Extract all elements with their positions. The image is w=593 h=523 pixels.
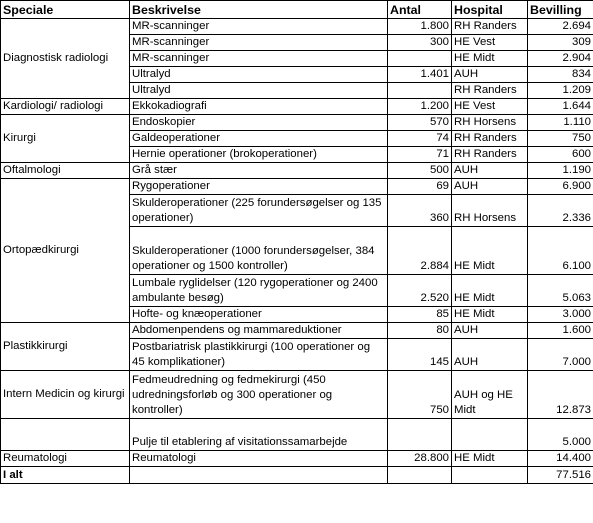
bevilling-cell: 2.336 [528, 195, 593, 227]
hospital-cell: AUH [452, 67, 528, 83]
bevilling-cell: 834 [528, 67, 593, 83]
beskrivelse-cell: Galdeoperationer [130, 131, 388, 147]
antal-cell: 1.800 [388, 19, 452, 35]
bevilling-cell: 2.694 [528, 19, 593, 35]
table-row [1, 99, 593, 115]
antal-cell: 1.200 [388, 99, 452, 115]
hospital-cell [452, 419, 528, 451]
antal-cell: 80 [388, 323, 452, 339]
speciale-cell: Intern Medicin og kirurgi [1, 371, 130, 419]
hospital-cell: RH Horsens [452, 115, 528, 131]
beskrivelse-cell: MR-scanninger [130, 51, 388, 67]
antal-cell: 300 [388, 35, 452, 51]
hospital-cell: HE Midt [452, 451, 528, 467]
antal-cell: 360 [388, 195, 452, 227]
table-row [1, 179, 593, 195]
hospital-cell: HE Vest [452, 99, 528, 115]
beskrivelse-cell: Hofte- og knæoperationer [130, 307, 388, 323]
beskrivelse-cell: Pulje til etablering af visitationssamarbejde [130, 419, 388, 451]
antal-cell: 145 [388, 339, 452, 371]
bevilling-cell: 14.400 [528, 451, 593, 467]
beskrivelse-cell: Skulderoperationer (225 forundersøgelser og 135 operationer) [130, 195, 388, 227]
speciale-cell: Diagnostisk radiologi [1, 19, 130, 99]
bevilling-cell: 5.063 [528, 275, 593, 307]
hospital-cell: AUH [452, 339, 528, 371]
beskrivelse-cell: Rygoperationer [130, 179, 388, 195]
table-row [1, 323, 593, 339]
bevilling-cell: 5.000 [528, 419, 593, 451]
antal-cell: 74 [388, 131, 452, 147]
table-row [1, 19, 593, 35]
antal-cell [388, 83, 452, 99]
total-row [1, 467, 593, 484]
bevilling-cell: 600 [528, 147, 593, 163]
table-row [1, 163, 593, 179]
hospital-cell: AUH [452, 179, 528, 195]
beskrivelse-cell: Lumbale ryglidelser (120 rygoperationer og 2400 ambulante besøg) [130, 275, 388, 307]
bevilling-cell: 6.100 [528, 227, 593, 275]
beskrivelse-cell: Ultralyd [130, 67, 388, 83]
table-row [1, 115, 593, 131]
bevilling-cell: 7.000 [528, 339, 593, 371]
bevilling-cell: 12.873 [528, 371, 593, 419]
total-empty-cell [130, 467, 388, 484]
bevilling-cell: 1.110 [528, 115, 593, 131]
bevilling-cell: 750 [528, 131, 593, 147]
hospital-cell: RH Randers [452, 147, 528, 163]
beskrivelse-cell: Abdomenpendens og mammareduktioner [130, 323, 388, 339]
antal-cell: 750 [388, 371, 452, 419]
antal-cell: 69 [388, 179, 452, 195]
hospital-cell: AUH [452, 323, 528, 339]
hospital-cell: RH Randers [452, 83, 528, 99]
hospital-cell: HE Midt [452, 51, 528, 67]
header-speciale: Speciale [1, 1, 130, 19]
antal-cell: 71 [388, 147, 452, 163]
antal-cell: 1.401 [388, 67, 452, 83]
speciale-cell: Reumatologi [1, 451, 130, 467]
antal-cell [388, 419, 452, 451]
total-empty-cell [388, 467, 452, 484]
header-beskrivelse: Beskrivelse [130, 1, 388, 19]
beskrivelse-cell: Ultralyd [130, 83, 388, 99]
speciale-cell [1, 419, 130, 451]
beskrivelse-cell: Fedmeudredning og fedmekirurgi (450 udredningsforløb og 300 operationer og kontroller) [130, 371, 388, 419]
hospital-cell: HE Midt [452, 275, 528, 307]
beskrivelse-cell: Ekkokadiografi [130, 99, 388, 115]
antal-cell: 500 [388, 163, 452, 179]
beskrivelse-cell: MR-scanninger [130, 19, 388, 35]
antal-cell: 28.800 [388, 451, 452, 467]
beskrivelse-cell: MR-scanninger [130, 35, 388, 51]
bevilling-cell: 1.190 [528, 163, 593, 179]
beskrivelse-cell: Endoskopier [130, 115, 388, 131]
hospital-cell: AUH [452, 163, 528, 179]
bevilling-cell: 1.644 [528, 99, 593, 115]
hospital-cell: AUH og HE Midt [452, 371, 528, 419]
hospital-cell: RH Randers [452, 19, 528, 35]
table-row [1, 451, 593, 467]
antal-cell: 2.520 [388, 275, 452, 307]
antal-cell: 570 [388, 115, 452, 131]
bevilling-cell: 309 [528, 35, 593, 51]
total-label: I alt [1, 467, 130, 484]
antal-cell: 2.884 [388, 227, 452, 275]
antal-cell: 85 [388, 307, 452, 323]
beskrivelse-cell: Grå stær [130, 163, 388, 179]
header-bevilling: Bevilling [528, 1, 593, 19]
bevilling-cell: 1.600 [528, 323, 593, 339]
header-antal: Antal [388, 1, 452, 19]
speciale-cell: Kirurgi [1, 115, 130, 163]
hospital-cell: HE Midt [452, 307, 528, 323]
bevilling-cell: 1.209 [528, 83, 593, 99]
speciale-cell: Kardiologi/ radiologi [1, 99, 130, 115]
beskrivelse-cell: Skulderoperationer (1000 forundersøgelser, 384 operationer og 1500 kontroller) [130, 227, 388, 275]
hospital-cell: RH Randers [452, 131, 528, 147]
speciale-cell: Oftalmologi [1, 163, 130, 179]
antal-cell [388, 51, 452, 67]
speciale-cell: Ortopædkirurgi [1, 179, 130, 323]
hospital-cell: HE Vest [452, 35, 528, 51]
table-row [1, 419, 593, 451]
hospital-cell: RH Horsens [452, 195, 528, 227]
total-bevilling: 77.516 [528, 467, 593, 484]
beskrivelse-cell: Postbariatrisk plastikkirurgi (100 operationer og 45 komplikationer) [130, 339, 388, 371]
header-hospital: Hospital [452, 1, 528, 19]
speciale-cell: Plastikkirurgi [1, 323, 130, 371]
table-row [1, 371, 593, 419]
beskrivelse-cell: Reumatologi [130, 451, 388, 467]
header-row [1, 1, 593, 19]
bevilling-cell: 6.900 [528, 179, 593, 195]
beskrivelse-cell: Hernie operationer (brokoperationer) [130, 147, 388, 163]
bevilling-cell: 3.000 [528, 307, 593, 323]
hospital-cell: HE Midt [452, 227, 528, 275]
bevilling-cell: 2.904 [528, 51, 593, 67]
total-empty-cell [452, 467, 528, 484]
